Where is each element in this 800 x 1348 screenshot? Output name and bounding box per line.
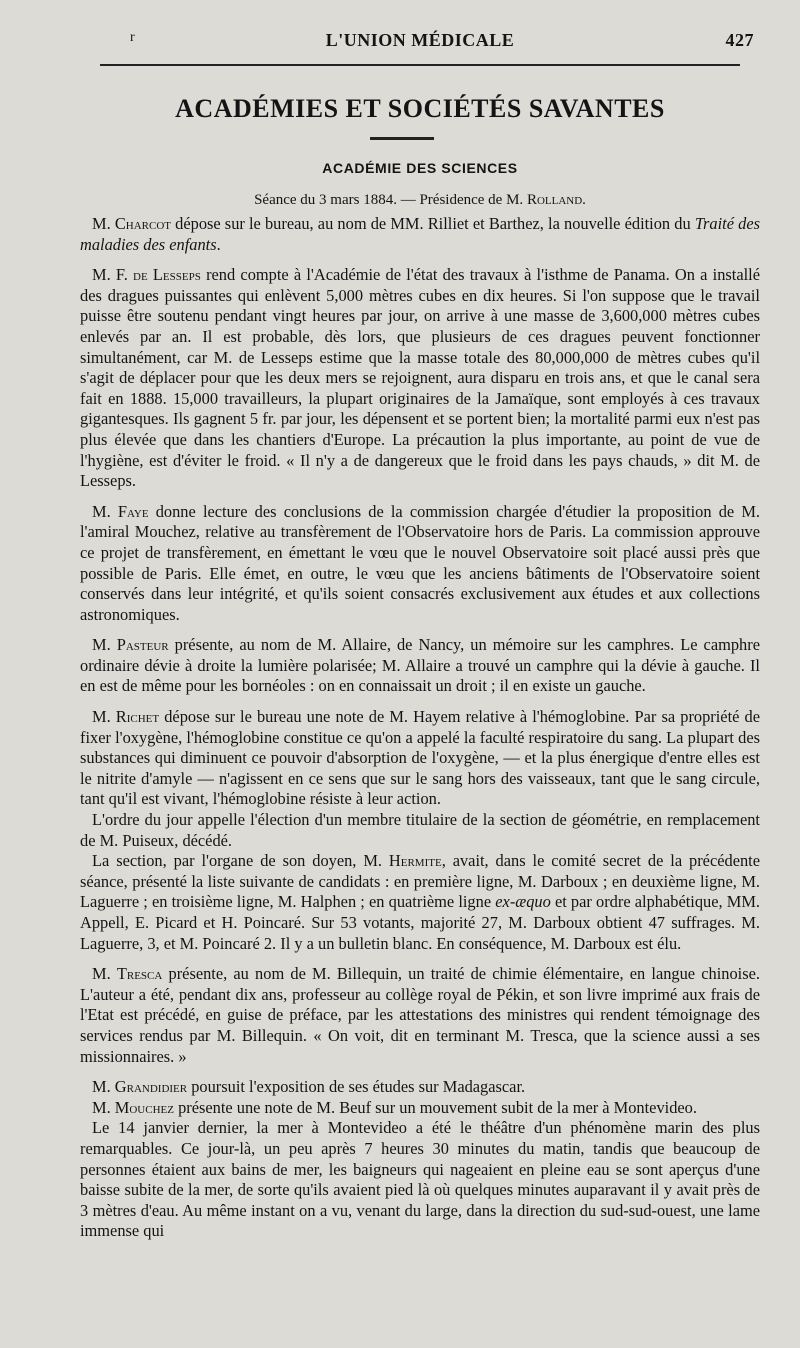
member-name: Hermite: [388, 851, 442, 871]
paragraph-montevideo: [80, 1118, 760, 1242]
paragraph-richet: [80, 707, 760, 810]
seance-end: .: [582, 192, 586, 208]
paragraph-lead: M.: [92, 1097, 115, 1117]
paragraph-text: présente, au nom de M. Billequin, un traité de chimie élémentaire, en langue chinoise. L'auteur a été, pendant dix ans, professeur au collège royal de Pékin, et son livre imprimé aux frais de l'Etat est précédé, en guise de préface, par les attestations des ministres qui rendent témoignage des services rendus par M. Billequin. « On voit, dit en terminant M. Tresca, que la science aussi a ses missionnaires. »: [80, 964, 760, 1066]
paragraph-lead: M.: [92, 501, 118, 521]
paragraph-election: [80, 810, 760, 851]
book-title: Traité des maladies des enfants: [80, 214, 760, 254]
paragraph-text: dépose sur le bureau, au nom de MM. Rilliet et Barthez, la nouvelle édition du: [171, 214, 695, 233]
article-body: [80, 214, 760, 1242]
member-name: Charcot: [114, 214, 171, 233]
paragraph-faye: [80, 502, 760, 626]
paragraph-text: donne lecture des conclusions de la commission chargée d'étudier la proposition de M. l'amiral Mouchez, relative au transfèrement de l'Observatoire hors de Paris. La commission approuve ce projet de transfèrement, en émettant le vœu que le nouvel Observatoire soit placé aussi près que possible de Paris. Elle émet, en outre, le vœu que les anciens bâtiments de l'Observatoire soient conservés dans leur intégrité, et qu'ils soient consacrés exclusivement aux études et aux collections astronomiques.: [80, 501, 760, 624]
paragraph-grandidier: [80, 1077, 760, 1098]
paragraph-lead: M.: [92, 964, 117, 984]
paragraph-lead: M.: [92, 214, 115, 233]
paragraph-text: rend compte à l'Académie de l'état des travaux à l'isthme de Panama. On a installé des dragues puissantes qui enlèvent 5,000 mètres cubes en dix heures. Si l'on suppose que le travail puisse être soutenu pendant vingt heures par jour, on arrive à une masse de 3,600,000 mètres cubes enlevés par an. Il est probable, dès lors, que plusieurs de ces dragues peuvent fonctionner simultanément, car M. de Lesseps estime que la masse totale des 80,000,000 de mètres cubes qu'il s'agit de déplacer pour que les deux mers se rejoignent, aura disparu en trois ans, et que le canal sera fait en 1888. 15,000 travailleurs, la plupart originaires de la Jamaïque, sont employés à ces travaux gigantesques. Ils gagnent 5 fr. par jour, les dépensent et se portent bien; la mortalité parmi eux n'est pas plus élevée que dans les chantiers d'Europe. La précaution la plus importante, au point de vue de l'hygiène, est d'éviter le froid. « Il n'y a de dangereux que le froid dans les pays chauds, » dit M. de Lesseps.: [80, 265, 760, 491]
member-name: Tresca: [116, 964, 163, 984]
member-name: Grandidier: [114, 1077, 188, 1097]
paragraph-lead: La section, par l'organe de son doyen, M.: [92, 851, 389, 871]
paragraph-lead: M.: [92, 635, 117, 655]
seance-text: Séance du 3 mars 1884. — Présidence de M.: [254, 192, 527, 208]
seance-president: Rolland: [526, 192, 583, 208]
academy-heading: ACADÉMIE DES SCIENCES: [322, 160, 518, 176]
paragraph-text: dépose sur le bureau une note de M. Hayem relative à l'hémoglobine. Par sa propriété de fixer l'oxygène, l'hémoglobine constitue ce qu'on a appelé la faculté respiratoire du sang. La plupart des substances qui diminuent ce pouvoir d'absorption de l'oxygène, — et la plus énergique d'entre elles est le nitrite d'amyle — n'agissent en ce sens que sur le sang hors des vaisseaux, tant que le sang circule, tant qu'il est vivant, l'hémoglobine résiste à leur action.: [80, 707, 760, 809]
paragraph-section: [80, 851, 760, 954]
title-rule: [370, 137, 434, 140]
member-name: Mouchez: [114, 1097, 174, 1117]
paragraph-lead: M.: [92, 707, 116, 727]
member-name: Faye: [117, 501, 149, 521]
paragraph-text: présente, au nom de M. Allaire, de Nancy, un mémoire sur les camphres. Le camphre ordinaire dévie à droite la lumière polarisée; M. Allaire a trouvé un camphre qui la dévie à gauche. Il en est de même pour les bornéoles : on en connaissait un droit ; il en existe un gauche.: [80, 635, 760, 696]
paragraph-lesseps: [80, 265, 760, 492]
paragraph-text: présente une note de M. Beuf sur un mouvement subit de la mer à Montevideo.: [173, 1097, 697, 1117]
section-title: ACADÉMIES ET SOCIÉTÉS SAVANTES: [175, 94, 665, 123]
member-name: Richet: [115, 707, 160, 727]
latin-phrase: ex-æquo: [495, 892, 551, 912]
paragraph-tresca: [80, 964, 760, 1067]
paragraph-pasteur: [80, 635, 760, 697]
paragraph-text: Le 14 janvier dernier, la mer à Montevideo a été le théâtre d'un phénomène marin des plus remarquables. Ce jour-là, un peu après 7 heures 30 minutes du matin, tandis que beaucoup de personnes étaient aux bains de mer, les baigneurs qui nageaient en pleine eau se sont aperçus d'une baisse subite de la mer, de sorte qu'ils avaient pied là où quelques minutes auparavant il y avait près de 3 mètres d'eau. Au même instant on a vu, venant du large, dans la direction du sud-sud-ouest, une lame immense qui: [80, 1118, 760, 1241]
page-number: 427: [725, 30, 754, 50]
member-name: de Lesseps: [133, 265, 201, 285]
header-rule: [100, 64, 740, 66]
margin-mark: r: [130, 30, 136, 45]
paragraph-lead: M.: [92, 1077, 115, 1097]
paragraph-text: , avait, dans le comité secret de la précédente séance, présenté la liste suivante de candidats : en première ligne, M. Darboux ; en deuxième ligne, M. Laguerre ; en troisième ligne, M. Halphen ; en quatrième ligne: [80, 851, 760, 912]
member-name: Pasteur: [116, 635, 169, 655]
seance-line: [80, 192, 760, 209]
paragraph-text: poursuit l'exposition de ses études sur Madagascar.: [187, 1077, 526, 1097]
journal-title: L'UNION MÉDICALE: [325, 30, 515, 50]
paragraph-text: L'ordre du jour appelle l'élection d'un membre titulaire de la section de géométrie, en remplacement de M. Puiseux, décédé.: [80, 810, 760, 850]
paragraph-lead: M. F.: [92, 265, 134, 285]
paragraph-charcot: [80, 214, 760, 255]
running-head: [80, 28, 760, 58]
paragraph-text-continued: et par ordre alphabétique, MM. Appell, E. Picard et H. Poincaré. Sur 53 votants, majorité 27, M. Darboux obtient 47 suffrages. M. Laguerre, 3, et M. Poincaré 2. Il y a un bulletin blanc. En conséquence, M. Darboux est élu.: [80, 892, 760, 953]
paragraph-mouchez: [80, 1098, 760, 1119]
paragraph-end: .: [216, 234, 221, 254]
